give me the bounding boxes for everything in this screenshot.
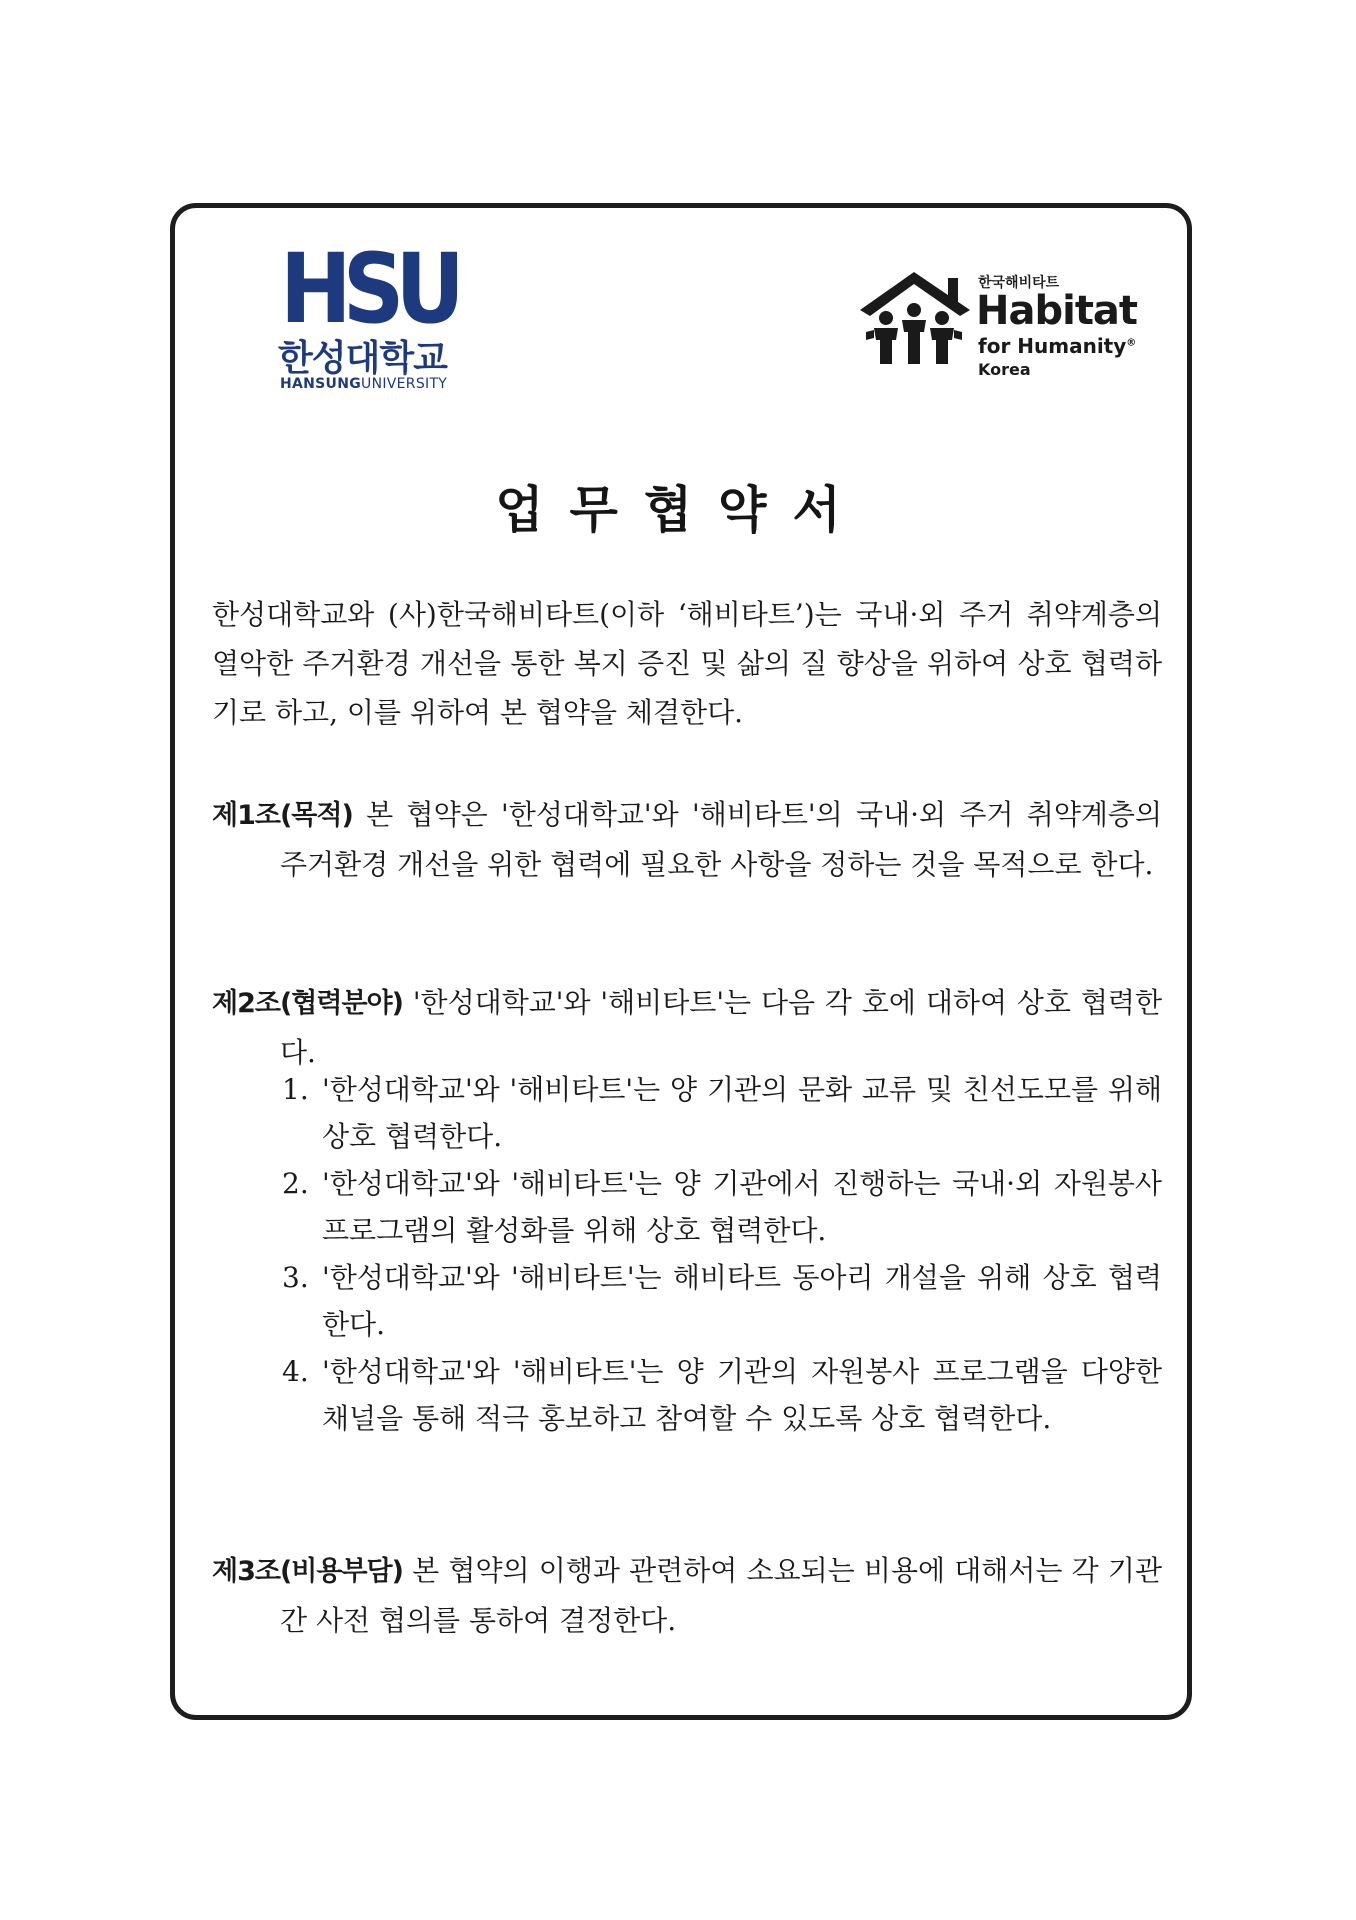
- list-item: [282, 1066, 1162, 1160]
- hsu-lettermark: [280, 244, 458, 330]
- article-3: [212, 1546, 1162, 1645]
- item-number: 1.: [282, 1073, 309, 1106]
- article-2: [212, 978, 1162, 1077]
- article-1-body: 본 협약은 '한성대학교'와 '해비타트'의 국내·외 주거 취약계층의 주거환경 개선을 위한 협력에 필요한 사항을 정하는 것을 목적으로 한다.: [280, 798, 1163, 881]
- list-item: [282, 1254, 1162, 1348]
- item-number: 2.: [282, 1167, 309, 1200]
- item-number: 3.: [282, 1261, 309, 1294]
- habitat-house-icon: [856, 266, 974, 366]
- hsu-mark-text: HSU: [280, 244, 458, 330]
- item-text: '한성대학교'와 '해비타트'는 양 기관의 자원봉사 프로그램을 다양한 채널을 통해 적극 홍보하고 참여할 수 있도록 상호 협력한다.: [322, 1355, 1162, 1435]
- document-title: 업무협약서: [495, 480, 867, 539]
- item-text: '한성대학교'와 '해비타트'는 양 기관의 문화 교류 및 친선도모를 위해 상호 협력한다.: [322, 1073, 1162, 1153]
- list-item: [282, 1160, 1162, 1254]
- item-text: '한성대학교'와 '해비타트'는 양 기관에서 진행하는 국내·외 자원봉사 프로그램의 활성화를 위해 상호 협력한다.: [322, 1167, 1162, 1247]
- hsu-korean-name: 한성대학교: [278, 338, 447, 379]
- habitat-country: Korea: [978, 360, 1031, 379]
- habitat-tagline: [978, 334, 1136, 358]
- article-2-body: '한성대학교'와 '해비타트'는 다음 각 호에 대하여 상호 협력한다.: [280, 986, 1162, 1069]
- habitat-tagline-text: for Humanity: [978, 334, 1127, 358]
- item-number: 4.: [282, 1355, 309, 1388]
- item-text: '한성대학교'와 '해비타트'는 해비타트 동아리 개설을 위해 상호 협력한다.: [322, 1261, 1162, 1341]
- habitat-for-humanity-logo: [856, 262, 1156, 392]
- registered-mark: ®: [1126, 337, 1137, 349]
- hsu-english-name: [280, 376, 447, 392]
- hsu-english-bold: HANSUNG: [280, 376, 362, 392]
- preamble: 한성대학교와 (사)한국해비타트(이하 ‘해비타트’)는 국내·외 주거 취약계층의 열악한 주거환경 개선을 통한 복지 증진 및 삶의 질 향상을 위하여 상호 협력하기로 하고, 이를 위하여 본 협약을 체결한다.: [212, 598, 1162, 729]
- article-3-heading: 제3조(비용부담): [212, 1556, 403, 1587]
- article-1: [212, 790, 1162, 889]
- document-border: [170, 203, 1192, 1720]
- hansung-university-logo: [278, 244, 463, 394]
- habitat-korean-name: 한국해비타트: [978, 275, 1060, 291]
- hsu-english-rest: UNIVERSITY: [361, 376, 448, 392]
- article-2-item-list: [282, 1066, 1162, 1442]
- article-2-heading: 제2조(협력분야): [212, 988, 403, 1019]
- article-1-heading: 제1조(목적): [212, 800, 353, 831]
- habitat-name: Habitat: [976, 288, 1138, 334]
- list-item: [282, 1348, 1162, 1442]
- article-3-body: 본 협약의 이행과 관련하여 소요되는 비용에 대해서는 각 기관 간 사전 협의를 통하여 결정한다.: [280, 1554, 1162, 1637]
